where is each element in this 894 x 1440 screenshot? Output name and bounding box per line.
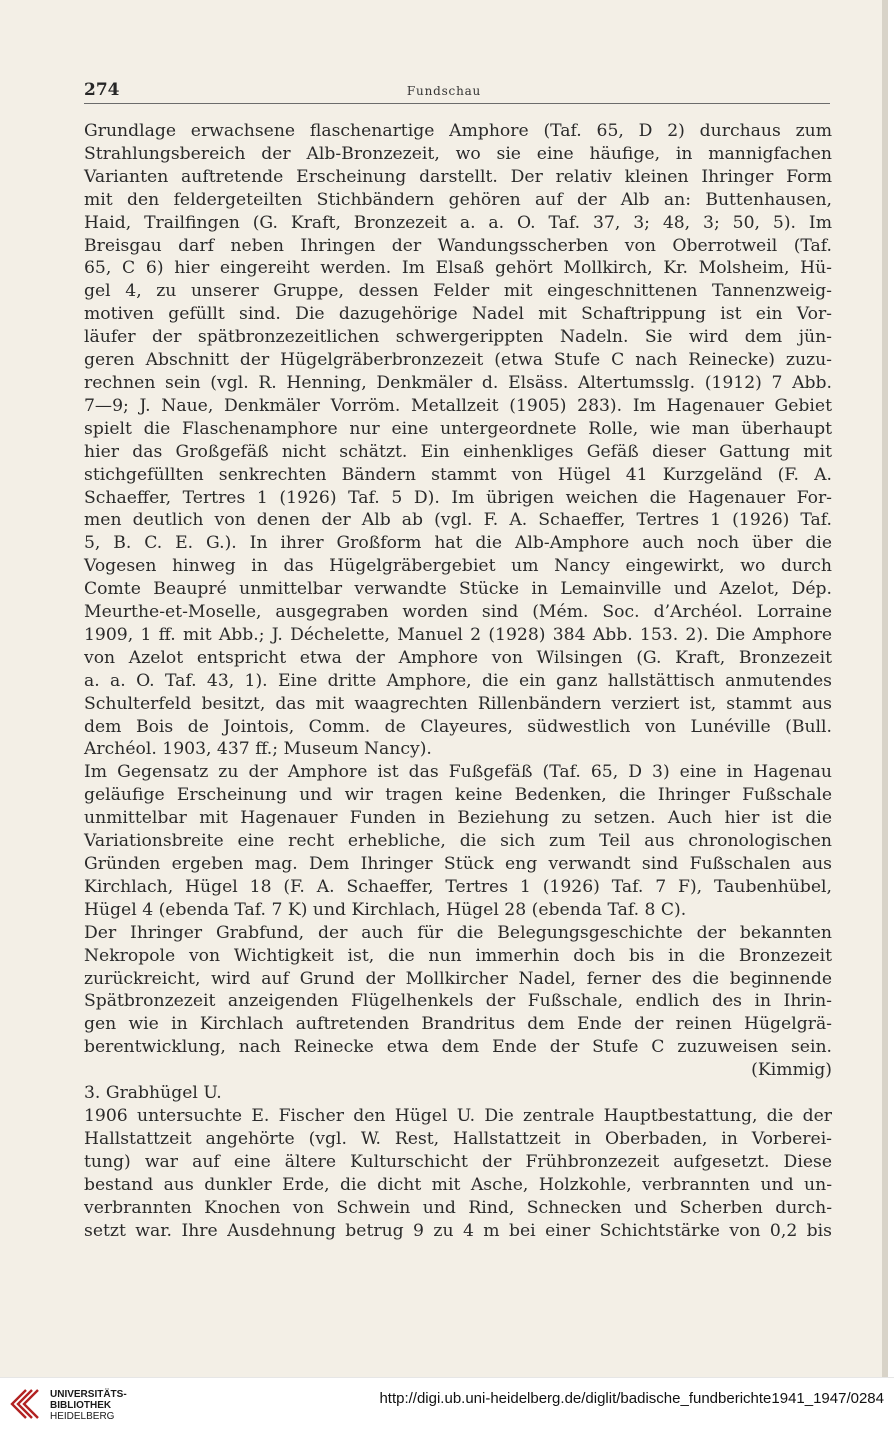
text-line: Schulterfeld besitzt, das mit waagrechten Rillenbändern verziert ist, stammt aus [84,693,832,714]
text-line: stichgefüllten senkrechten Bändern stammt von Hügel 41 Kurzgeländ (F. A. [84,464,832,485]
text-line: Im Gegensatz zu der Amphore ist das Fußgefäß (Taf. 65, D 3) eine in Hagenau [84,762,832,783]
text-line: mit den feldergeteilten Stichbändern gehören auf der Alb an: Buttenhausen, [84,189,832,210]
text-line: Hügel 4 (ebenda Taf. 7 K) und Kirchlach, Hügel 28 (ebenda Taf. 8 C). [84,899,687,920]
text-line: verbrannten Knochen von Schwein und Rind, Schnecken und Scherben durch- [84,1197,832,1218]
header-rule [84,103,830,104]
text-line: Hallstattzeit angehörte (vgl. W. Rest, Hallstattzeit in Oberbaden, in Vorberei- [84,1128,832,1149]
text-line: Spätbronzezeit anzeigenden Flügelhenkels der Fußschale, endlich des in Ihrin- [84,991,832,1012]
text-line: Grundlage erwachsene flaschenartige Amphore (Taf. 65, D 2) durchaus zum [84,121,832,141]
text-line: a. a. O. Taf. 43, 1). Eine dritte Amphore, die ein ganz hallstättisch anmutendes [84,670,832,691]
text-line: Schaeffer, Tertres 1 (1926) Taf. 5 D). Im übrigen weichen die Hagenauer For- [84,487,832,508]
text-line: spielt die Flaschenamphore nur eine untergeordnete Rolle, wie man überhaupt [84,418,832,439]
text-line: Kirchlach, Hügel 18 (F. A. Schaeffer, Tertres 1 (1926) Taf. 7 F), Taubenhübel, [84,876,832,897]
text-line: Nekropole von Wichtigkeit ist, die nun immerhin doch bis in die Bronzezeit [84,945,832,966]
text-line: Archéol. 1903, 437 ff.; Museum Nancy). [84,739,432,760]
text-line: läufer der spätbronzezeitlichen schwergerippten Nadeln. Sie wird dem jün- [84,327,832,348]
text-line: zurückreicht, wird auf Grund der Mollkircher Nadel, ferner des die beginnende [84,968,832,989]
text-line: Der Ihringer Grabfund, der auch für die Belegungsgeschichte der bekannten [84,922,832,943]
library-logo[interactable] [10,1386,127,1424]
logo-line-1: UNIVERSITÄTS- [50,1388,127,1400]
text-line: bestand aus dunkler Erde, die dicht mit Asche, Holzkohle, verbrannten und un- [84,1174,832,1195]
text-line: hier das Großgefäß nicht schätzt. Ein einhenkliges Gefäß dieser Gattung mit [84,441,832,462]
text-line: von Azelot entspricht etwa der Amphore von Wilsingen (G. Kraft, Bronzezeit [84,647,832,668]
text-line: unmittelbar mit Hagenauer Funden in Beziehung zu setzen. Auch hier ist die [84,808,832,829]
text-line: rechnen sein (vgl. R. Henning, Denkmäler d. Elsäss. Altertumsslg. (1912) 7 Abb. [84,372,832,393]
library-logo-icon [10,1386,44,1424]
text-line: Variationsbreite eine recht erhebliche, die sich zum Teil aus chronologischen [84,831,832,852]
text-line: gel 4, zu unserer Gruppe, dessen Felder mit eingeschnittenen Tannenzweig- [84,281,832,302]
text-line: tung) war auf eine ältere Kulturschicht der Frühbronzezeit aufgesetzt. Diese [84,1151,832,1172]
text-line: Strahlungsbereich der Alb-Bronzezeit, wo sie eine häufige, in mannigfachen [84,143,832,164]
logo-line-2: BIBLIOTHEK [50,1399,112,1411]
text-line: Meurthe-et-Moselle, ausgegraben worden sind (Mém. Soc. d’Archéol. Lorraine [84,602,832,623]
text-line: Varianten auftretende Erscheinung darstellt. Der relativ kleinen Ihringer Form [84,166,832,187]
page-number: 274 [84,80,120,100]
text-line: dem Bois de Jointois, Comm. de Clayeures, südwestlich von Lunéville (Bull. [84,716,832,737]
text-line: 1906 untersuchte E. Fischer den Hügel U. Die zentrale Hauptbestattung, die der [84,1105,832,1126]
body-text [84,120,832,1242]
section-heading: 3. Grabhügel U. [84,1083,222,1104]
text-line: 1909, 1 ff. mit Abb.; J. Déchelette, Manuel 2 (1928) 384 Abb. 153. 2). Die Amphore [84,624,832,645]
text-line: 7—9; J. Naue, Denkmäler Vorröm. Metallzeit (1905) 283). Im Hagenauer Gebiet [84,395,832,416]
text-line: men deutlich von denen der Alb ab (vgl. F. A. Schaeffer, Tertres 1 (1926) Taf. [84,510,832,531]
footer-bar [0,1377,894,1440]
logo-line-3: HEIDELBERG [50,1410,115,1422]
text-line: motiven gefüllt sind. Die dazugehörige Nadel mit Schaftrippung ist ein Vor- [84,304,832,325]
text-line: geläufige Erscheinung und wir tragen keine Bedenken, die Ihringer Fußschale [84,785,832,806]
text-line: Breisgau darf neben Ihringen der Wandungsscherben von Oberrotweil (Taf. [84,235,832,256]
text-line: 65, C 6) hier eingereiht werden. Im Elsaß gehört Mollkirch, Kr. Molsheim, Hü- [84,258,832,279]
running-head: Fundschau [406,84,482,98]
text-line: Vogesen hinweg in das Hügelgräbergebiet um Nancy eingewirkt, wo durch [84,556,832,577]
text-line: Haid, Trailfingen (G. Kraft, Bronzezeit a. a. O. Taf. 37, 3; 48, 3; 50, 5). Im [84,212,832,233]
text-line: setzt war. Ihre Ausdehnung betrug 9 zu 4 m bei einer Schichtstärke von 0,2 bis [84,1220,832,1241]
text-line: gen wie in Kirchlach auftretenden Brandritus dem Ende der reinen Hügelgrä- [84,1014,832,1035]
text-line: Gründen ergeben mag. Dem Ihringer Stück eng verwandt sind Fußschalen aus [84,854,832,874]
text-line: 5, B. C. E. G.). In ihrer Großform hat die Alb-Amphore auch noch über die [84,533,832,554]
author-signature: (Kimmig) [751,1060,832,1081]
permalink-url[interactable]: http://digi.ub.uni-heidelberg.de/diglit/badische_fundberichte1941_1947/0284 [379,1390,884,1407]
text-line: berentwicklung, nach Reinecke etwa dem Ende der Stufe C zuzuweisen sein. [84,1037,832,1058]
text-line: Comte Beaupré unmittelbar verwandte Stücke in Lemainville und Azelot, Dép. [84,579,832,600]
text-line: geren Abschnitt der Hügelgräberbronzezeit (etwa Stufe C nach Reinecke) zuzu- [84,350,832,371]
